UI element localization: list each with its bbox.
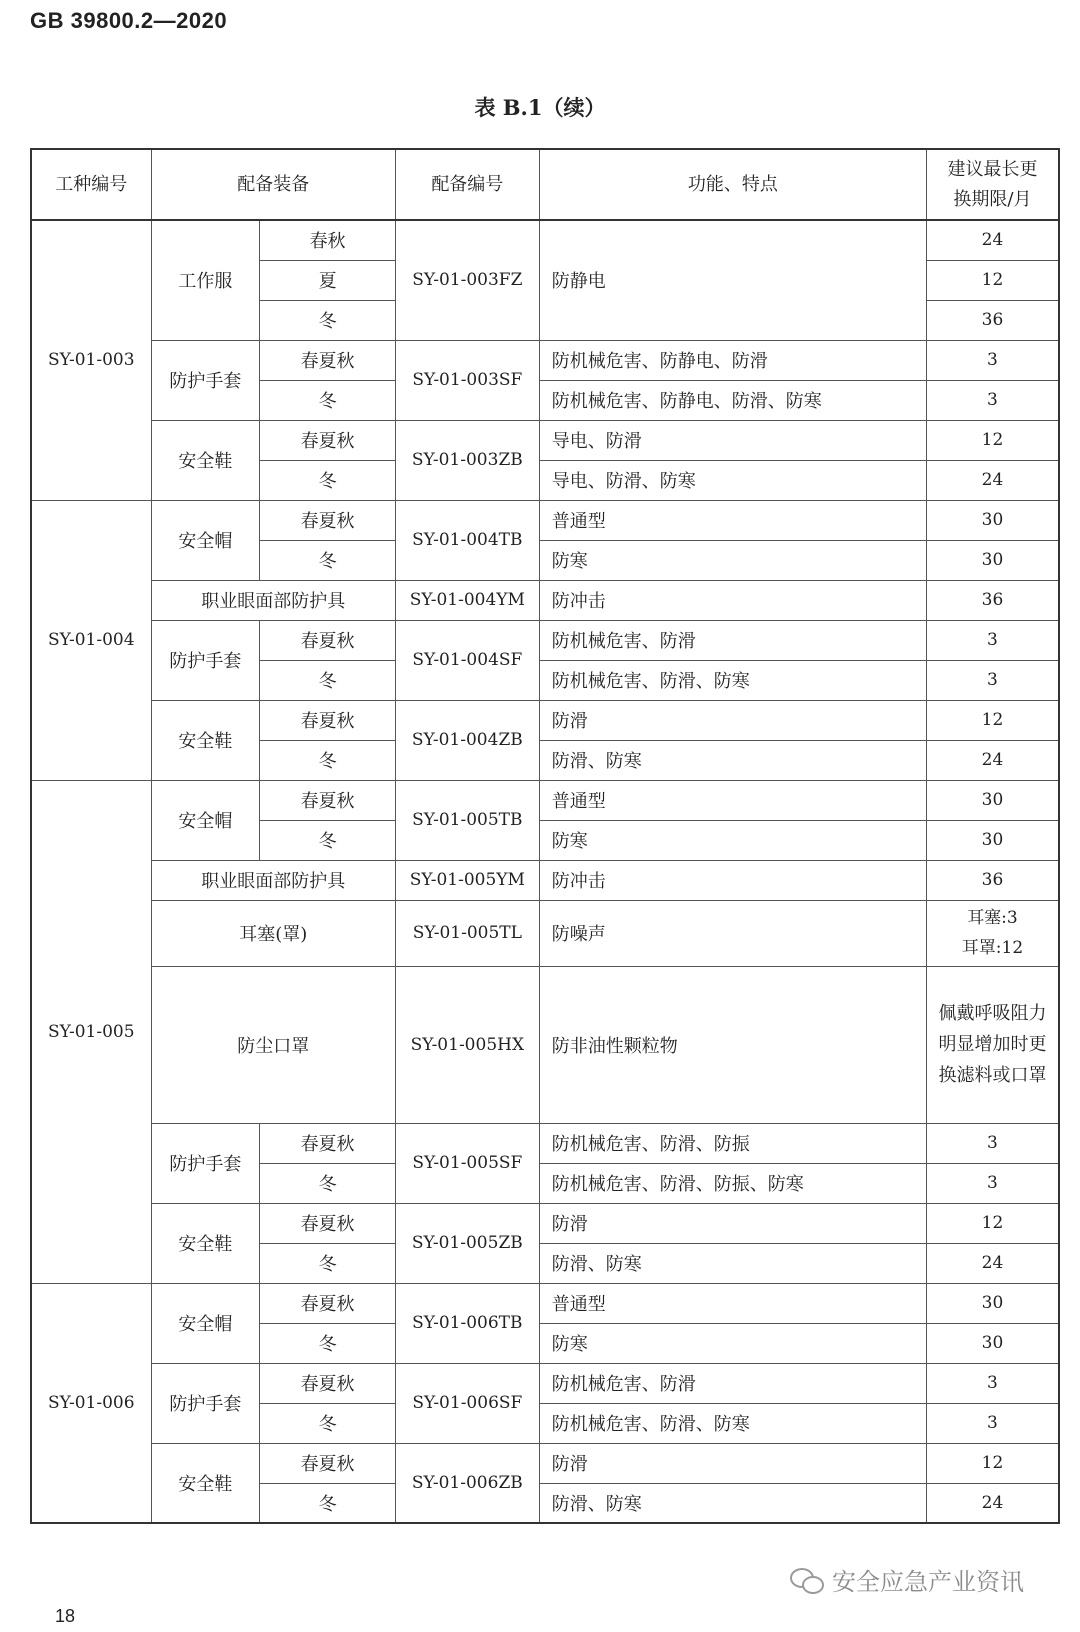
equipment-cell: 安全帽 [151,500,260,580]
season-cell: 春夏秋 [260,420,396,460]
equipment-cell: 安全鞋 [151,420,260,500]
equipment-cell: 防护手套 [151,1363,260,1443]
worker-code-cell: SY-01-006 [31,1283,151,1523]
period-cell: 24 [926,740,1059,780]
period-cell: 3 [926,1163,1059,1203]
feature-cell: 防静电 [539,220,926,340]
period-cell: 24 [926,220,1059,260]
equipment-code-cell: SY-01-006SF [395,1363,539,1443]
season-cell: 春夏秋 [260,1363,396,1403]
wechat-icon [790,1566,824,1594]
period-cell: 24 [926,1243,1059,1283]
feature-cell: 导电、防滑 [539,420,926,460]
period-cell: 3 [926,620,1059,660]
table-row [31,1363,1059,1403]
feature-cell: 防噪声 [539,900,926,966]
period-cell [926,966,1059,1123]
equipment-cell: 防护手套 [151,1123,260,1203]
feature-cell: 防寒 [539,820,926,860]
period-cell: 36 [926,860,1059,900]
feature-cell: 防滑 [539,700,926,740]
period-cell: 12 [926,1203,1059,1243]
season-cell: 冬 [260,1243,396,1283]
season-cell: 冬 [260,1403,396,1443]
feature-cell: 防滑 [539,1443,926,1483]
equipment-code-cell: SY-01-005SF [395,1123,539,1203]
period-cell: 3 [926,1123,1059,1163]
season-cell: 冬 [260,660,396,700]
period-cell [926,900,1059,966]
equipment-code-cell: SY-01-006ZB [395,1443,539,1523]
period-line: 耳罩:12 [961,938,1024,958]
feature-cell: 防滑、防寒 [539,1243,926,1283]
table-row [31,966,1059,1123]
table-row [31,220,1059,260]
feature-cell: 防机械危害、防滑、防振、防寒 [539,1163,926,1203]
equipment-code-cell: SY-01-005ZB [395,1203,539,1283]
period-cell: 30 [926,540,1059,580]
season-cell: 春夏秋 [260,1203,396,1243]
table-row [31,780,1059,820]
feature-cell: 普通型 [539,780,926,820]
period-cell: 36 [926,580,1059,620]
table-row [31,900,1059,966]
period-line: 明显增加时更 [938,1034,1047,1055]
equipment-code-cell: SY-01-005TL [395,900,539,966]
standard-code: GB 39800.2—2020 [30,8,228,33]
watermark-text: 安全应急产业资讯 [832,1568,1024,1596]
season-cell: 冬 [260,1163,396,1203]
table-row [31,1123,1059,1163]
season-cell: 冬 [260,1323,396,1363]
header-worker-code: 工种编号 [31,149,151,220]
season-cell: 冬 [260,540,396,580]
equipment-cell: 安全鞋 [151,1443,260,1523]
period-cell: 3 [926,1403,1059,1443]
period-cell: 30 [926,820,1059,860]
period-cell: 30 [926,500,1059,540]
season-cell: 春夏秋 [260,340,396,380]
equipment-cell: 防尘口罩 [151,966,395,1123]
equipment-code-cell: SY-01-003FZ [395,220,539,340]
table-row [31,620,1059,660]
equipment-code-cell: SY-01-004ZB [395,700,539,780]
equipment-code-cell: SY-01-004TB [395,500,539,580]
season-cell: 冬 [260,300,396,340]
header-equipment-code: 配备编号 [395,149,539,220]
period-cell: 24 [926,460,1059,500]
feature-cell: 防冲击 [539,580,926,620]
equipment-cell: 安全帽 [151,1283,260,1363]
period-cell: 24 [926,1483,1059,1523]
equipment-code-cell: SY-01-005HX [395,966,539,1123]
season-cell: 冬 [260,380,396,420]
period-cell: 3 [926,340,1059,380]
equipment-cell: 安全鞋 [151,1203,260,1283]
period-cell: 30 [926,1283,1059,1323]
equipment-table [30,148,1060,1524]
feature-cell: 普通型 [539,500,926,540]
equipment-cell: 防护手套 [151,620,260,700]
table-header-row [31,149,1059,220]
table-row [31,1283,1059,1323]
page-number: 18 [55,1606,76,1626]
season-cell: 冬 [260,460,396,500]
equipment-cell: 防护手套 [151,340,260,420]
feature-cell: 防非油性颗粒物 [539,966,926,1123]
season-cell: 春夏秋 [260,780,396,820]
period-cell: 3 [926,380,1059,420]
equipment-code-cell: SY-01-003SF [395,340,539,420]
season-cell: 春夏秋 [260,1123,396,1163]
period-cell: 30 [926,1323,1059,1363]
equipment-cell: 工作服 [151,220,260,340]
table-row [31,1443,1059,1483]
table-row [31,420,1059,460]
period-line: 换滤料或口罩 [938,1065,1047,1086]
equipment-code-cell: SY-01-003ZB [395,420,539,500]
period-cell: 12 [926,700,1059,740]
season-cell: 春夏秋 [260,700,396,740]
equipment-cell: 职业眼面部防护具 [151,580,395,620]
equipment-cell: 职业眼面部防护具 [151,860,395,900]
feature-cell: 防寒 [539,1323,926,1363]
season-cell: 春夏秋 [260,500,396,540]
table-row [31,500,1059,540]
table-row [31,1203,1059,1243]
equipment-code-cell: SY-01-004SF [395,620,539,700]
table-row [31,700,1059,740]
period-cell: 36 [926,300,1059,340]
feature-cell: 防机械危害、防滑 [539,1363,926,1403]
feature-cell: 防寒 [539,540,926,580]
table-row [31,580,1059,620]
season-cell: 冬 [260,1483,396,1523]
equipment-code-cell: SY-01-005YM [395,860,539,900]
worker-code-cell: SY-01-004 [31,500,151,780]
equipment-code-cell: SY-01-005TB [395,780,539,860]
feature-cell: 防机械危害、防滑、防振 [539,1123,926,1163]
worker-code-cell: SY-01-005 [31,780,151,1283]
feature-cell: 防机械危害、防滑 [539,620,926,660]
table-row [31,340,1059,380]
worker-code-cell: SY-01-003 [31,220,151,500]
header-features: 功能、特点 [539,149,926,220]
feature-cell: 防机械危害、防静电、防滑、防寒 [539,380,926,420]
equipment-cell: 耳塞(罩) [151,900,395,966]
header-max-period-line2: 换期限/月 [953,188,1032,210]
period-cell: 30 [926,780,1059,820]
feature-cell: 导电、防滑、防寒 [539,460,926,500]
period-cell: 12 [926,260,1059,300]
feature-cell: 防机械危害、防滑、防寒 [539,1403,926,1443]
period-cell: 3 [926,660,1059,700]
feature-cell: 防机械危害、防静电、防滑 [539,340,926,380]
period-cell: 3 [926,1363,1059,1403]
feature-cell: 防滑 [539,1203,926,1243]
equipment-code-cell: SY-01-006TB [395,1283,539,1363]
table-title: 表 B.1（续） [474,95,606,120]
feature-cell: 防滑、防寒 [539,740,926,780]
period-line: 佩戴呼吸阻力 [938,1003,1047,1024]
table-row [31,860,1059,900]
equipment-code-cell: SY-01-004YM [395,580,539,620]
equipment-cell: 安全帽 [151,780,260,860]
feature-cell: 防冲击 [539,860,926,900]
watermark [790,1562,1024,1597]
period-cell: 12 [926,420,1059,460]
feature-cell: 防机械危害、防滑、防寒 [539,660,926,700]
season-cell: 夏 [260,260,396,300]
equipment-cell: 安全鞋 [151,700,260,780]
season-cell: 春秋 [260,220,396,260]
header-max-period-line1: 建议最长更 [947,158,1038,180]
season-cell: 春夏秋 [260,620,396,660]
period-cell: 12 [926,1443,1059,1483]
season-cell: 冬 [260,820,396,860]
period-line: 耳塞:3 [967,908,1018,928]
header-max-period [926,149,1059,220]
season-cell: 春夏秋 [260,1283,396,1323]
season-cell: 春夏秋 [260,1443,396,1483]
feature-cell: 普通型 [539,1283,926,1323]
header-equipment: 配备装备 [151,149,395,220]
feature-cell: 防滑、防寒 [539,1483,926,1523]
season-cell: 冬 [260,740,396,780]
